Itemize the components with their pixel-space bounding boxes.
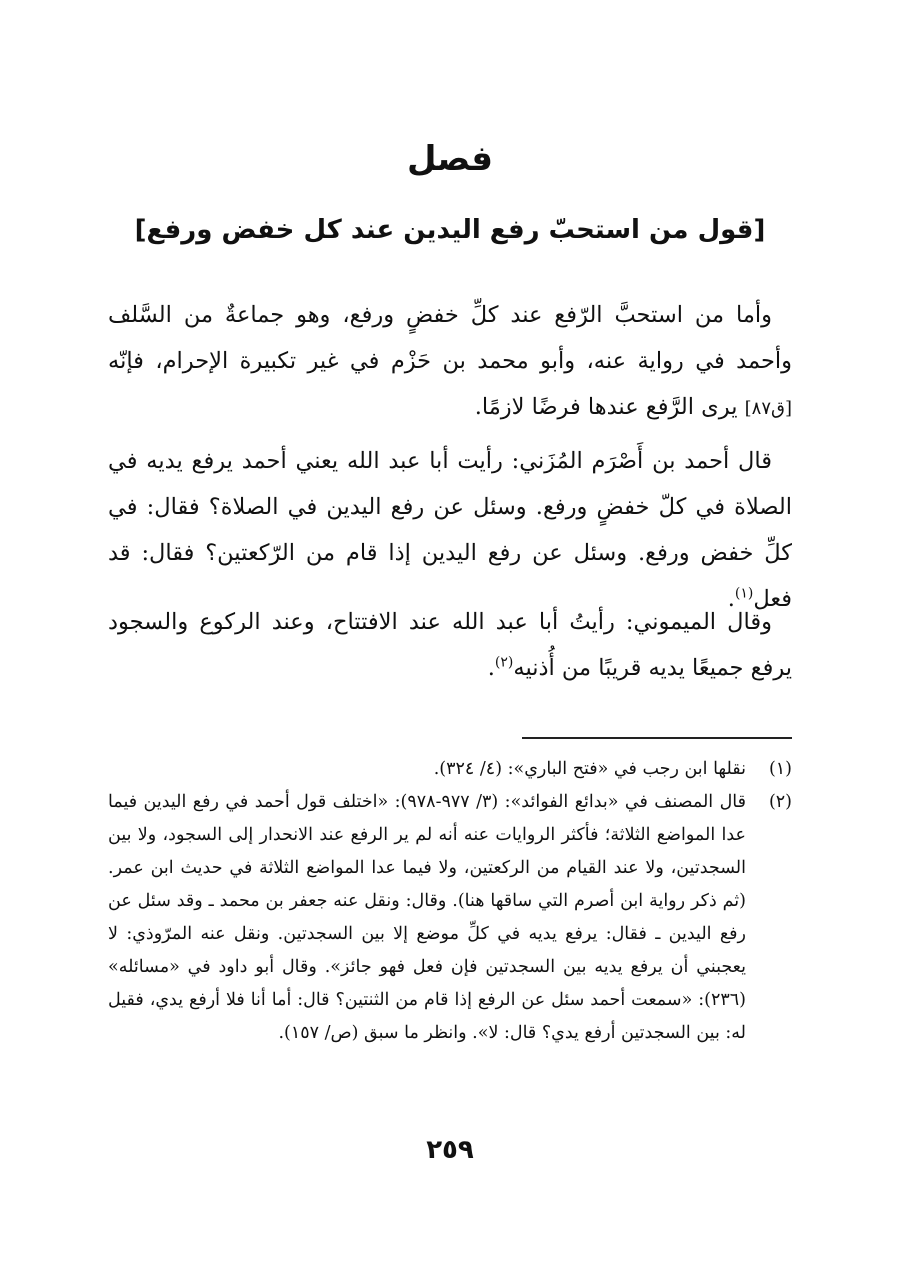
- footnote-ref-2: (٢): [494, 654, 514, 671]
- footnote-separator: [522, 737, 792, 739]
- footnote-ref-1: (١): [734, 585, 754, 602]
- paragraph-2-text: قال أحمد بن أَصْرَم المُزَني: رأيت أبا عبد الله يعني أحمد يرفع يديه في الصلاة في كلّ خفضٍ ورفع. وسئل عن رفع اليدين في الصلاة؟ فقال: في كلِّ خفض ورفع. وسئل عن رفع اليدين إذا قام من الرّكعتين؟ فقال: قد فعل: [108, 448, 792, 612]
- footnote-number: (٢): [768, 792, 792, 812]
- chapter-title: فصل: [406, 139, 494, 179]
- paragraph-2: [108, 438, 792, 622]
- paragraph-1-text-b: يرى الرَّفع عندها فرضًا لازمًا.: [474, 394, 745, 420]
- paragraph-3-end: .: [487, 655, 495, 681]
- section-heading: [قول من استحبّ رفع اليدين عند كل خفض ورفع]: [134, 215, 766, 245]
- manuscript-folio-marker: [ق٨٧]: [744, 398, 792, 419]
- footnotes-block: [108, 753, 792, 1050]
- paragraph-3-text: وقال الميموني: رأيتُ أبا عبد الله عند الافتتاح، وعند الركوع والسجود يرفع جميعًا يديه قريبًا من أُذنيه: [108, 609, 792, 681]
- footnote-text: نقلها ابن رجب في «فتح الباري»: (٤/ ٣٢٤).: [433, 759, 746, 779]
- footnote-2: [108, 786, 792, 1050]
- paragraph-1-text-a: وأما من استحبَّ الرّفع عند كلِّ خفضٍ ورفع، وهو جماعةٌ من السَّلف وأحمد في رواية عنه، وأبو محمد بن حَزْم في غير تكبيرة الإحرام، فإنّه: [108, 302, 792, 374]
- paragraph-3: [108, 599, 792, 691]
- paragraph-1: [108, 292, 792, 432]
- footnote-1: [108, 753, 792, 786]
- footnote-text: قال المصنف في «بدائع الفوائد»: (٣/ ٩٧٧-٩٧٨): «اختلف قول أحمد في رفع اليدين فيما عدا المواضع الثلاثة؛ فأكثر الروايات عنه أنه لم ير الرفع عند الانحدار إلى السجود، ولا بين السجدتين، ولا عند القيام من الركعتين، ولا فيما عدا المواضع الثلاثة في حديث ابن عمر. (ثم ذكر رواية ابن أصرم التي ساقها هنا). وقال: ونقل عنه جعفر بن محمد ـ وقد سئل عن رفع اليدين ـ فقال: يرفع يديه في كلِّ موضع إلا بين السجدتين. ونقل عنه المرّوذي: لا يعجبني أن يرفع يديه بين السجدتين فإن فعل فهو جائز». وقال أبو داود في «مسائله» (٢٣٦): «سمعت أحمد سئل عن الرفع إذا قام من الثنتين؟ قال: أما أنا فلا أرفع يدي، فقيل له: بين السجدتين أرفع يدي؟ قال: لا». وانظر ما سبق (ص/ ١٥٧).: [108, 792, 747, 1043]
- paragraph-2-end: .: [727, 586, 735, 612]
- page-number: ٢٥٩: [426, 1135, 474, 1165]
- footnote-number: (١): [768, 759, 792, 779]
